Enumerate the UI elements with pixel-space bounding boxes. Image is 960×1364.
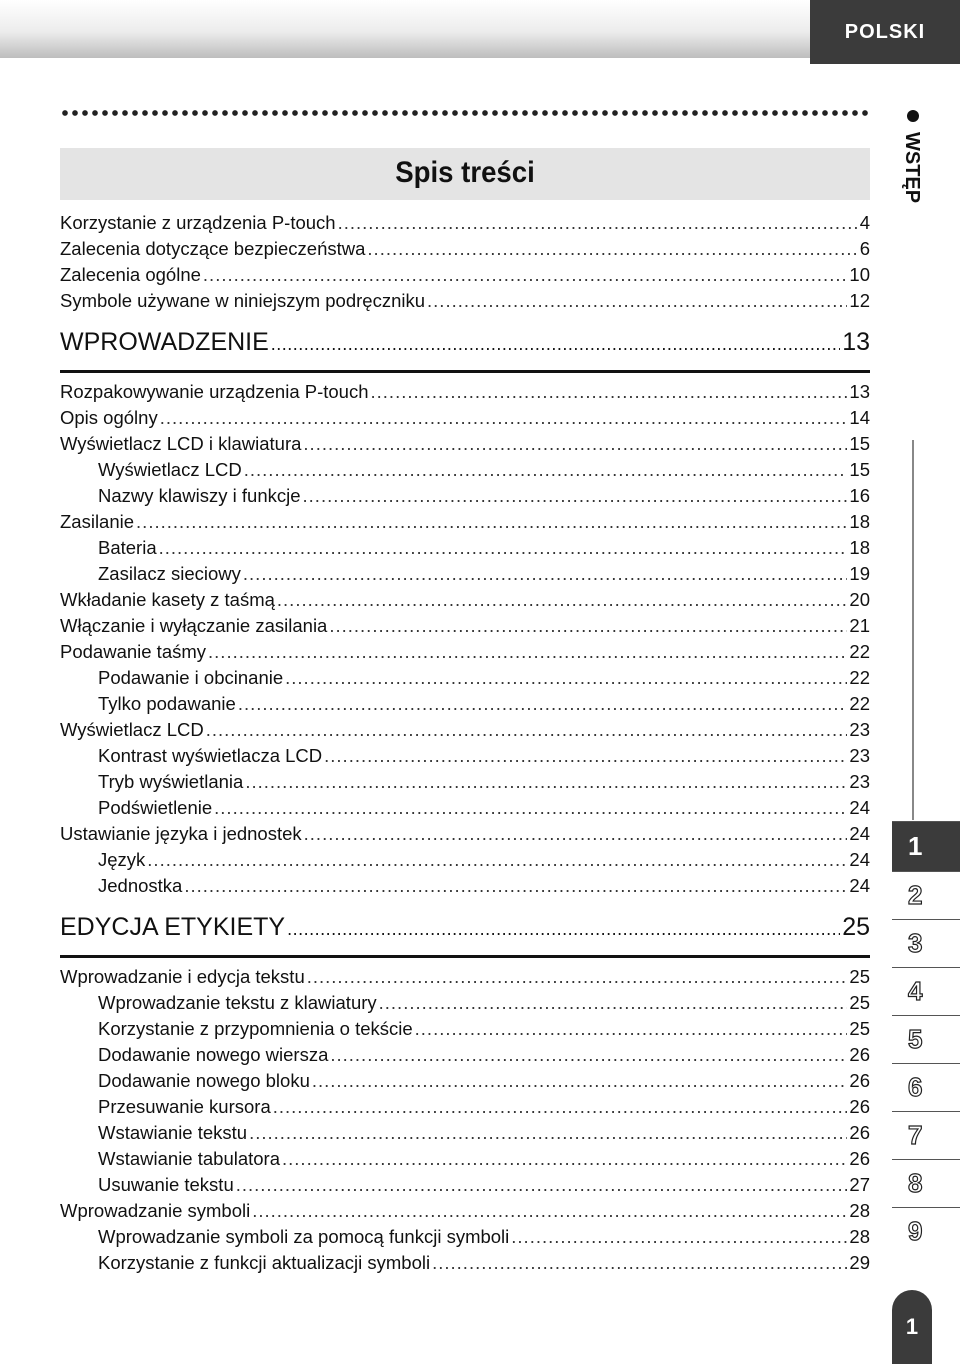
toc-entry[interactable] [60,693,870,719]
toc-entry-label: Przesuwanie kursora [98,1096,271,1117]
chapter-tab-9[interactable]: 9 [892,1207,960,1255]
toc-entry[interactable] [60,849,870,875]
toc-entry[interactable] [60,667,870,693]
toc-entry[interactable] [60,966,870,992]
toc-page-number: 25 [849,992,870,1013]
toc-entry[interactable] [60,290,870,316]
toc-entry-label: Opis ogólny [60,407,158,428]
toc-dot-leader [511,1226,847,1248]
toc-dot-leader [147,849,847,871]
toc-page-number: 22 [849,667,870,688]
toc-entry-label: Ustawianie języka i jednostek [60,823,302,844]
language-tab[interactable]: POLSKI [810,0,960,64]
toc-dot-leader [330,1044,847,1066]
toc-dot-leader [159,537,848,559]
page-title: Spis treści [395,156,535,189]
toc-dot-leader [236,1174,848,1196]
toc-entry-label: Wkładanie kasety z taśmą [60,589,275,610]
toc-entry-label: Język [98,849,146,870]
toc-page-number: 14 [849,407,870,428]
toc-dot-leader [214,797,847,819]
toc-page-number: 21 [849,615,870,636]
toc-page-number: 19 [849,563,870,584]
toc-dot-leader [184,875,847,897]
toc-entry-label: Włączanie i wyłączanie zasilania [60,615,328,636]
toc-dot-leader [415,1018,848,1040]
page-number-badge: 1 [892,1290,932,1364]
toc-page-number: 18 [849,511,870,532]
toc-entry-label: Zasilacz sieciowy [98,563,241,584]
chapter-tabs [892,821,960,1255]
toc-dot-leader [277,589,848,611]
toc-entry-label: Tylko podawanie [98,693,236,714]
toc-page-number: 28 [849,1200,870,1221]
toc-dot-leader [273,1096,848,1118]
toc-dot-leader [287,919,840,940]
toc-page-number: 26 [849,1044,870,1065]
toc-entry-label: Zalecenia ogólne [60,264,201,285]
toc-page-number: 15 [849,433,870,454]
toc-entry-label: Korzystanie z przypomnienia o tekście [98,1018,413,1039]
toc-dot-leader [303,433,847,455]
toc-page-number: 24 [849,875,870,896]
chapter-tab-2[interactable]: 2 [892,871,960,919]
toc-dot-leader [238,693,848,715]
toc-entry[interactable] [60,1122,870,1148]
toc-page-number: 25 [849,966,870,987]
toc-entry[interactable] [60,238,870,264]
toc-dot-leader [338,212,858,234]
toc-entry[interactable] [60,1148,870,1174]
toc-entry-label: Podawanie i obcinanie [98,667,284,688]
toc-page-number: 22 [849,641,870,662]
toc-dot-leader [252,1200,847,1222]
toc-entry-label: Wprowadzanie symboli [60,1200,251,1221]
toc-page-number: 15 [849,459,870,480]
toc-entry[interactable] [60,797,870,823]
dotted-rule [60,108,870,118]
toc-dot-leader [307,966,848,988]
toc-page-number: 28 [849,1226,870,1247]
toc-entry[interactable] [60,212,870,238]
toc-entry[interactable] [60,1252,870,1278]
toc-page-number: 24 [849,797,870,818]
toc-entry-label: Wstawianie tekstu [98,1122,248,1143]
toc-page-number: 25 [849,1018,870,1039]
toc-dot-leader [245,771,847,793]
toc-dot-leader [379,992,848,1014]
toc-page-number: 4 [859,212,870,233]
toc-entry[interactable] [60,992,870,1018]
toc-dot-leader [203,264,848,286]
toc-page-number: 13 [849,381,870,402]
toc-dot-leader [244,459,848,481]
toc-entry-label: Rozpakowywanie urządzenia P-touch [60,381,369,402]
toc-page-number: 24 [849,849,870,870]
toc-entry[interactable] [60,433,870,459]
toc-entry[interactable] [60,1070,870,1096]
toc-entry[interactable] [60,1096,870,1122]
side-divider [912,440,914,820]
toc-page-number: 27 [849,1174,870,1195]
toc-page-number: 29 [849,1252,870,1273]
chapter-tab-5[interactable]: 5 [892,1015,960,1063]
toc-entry[interactable] [60,563,870,589]
toc-entry-label: Kontrast wyświetlacza LCD [98,745,323,766]
toc-page-number: 16 [849,485,870,506]
table-of-contents [60,212,870,1278]
toc-dot-leader [371,381,848,403]
toc-dot-leader [285,667,847,689]
toc-entry[interactable] [60,459,870,485]
toc-dot-leader [432,1252,847,1274]
toc-entry[interactable] [60,641,870,667]
toc-page-number: 23 [849,745,870,766]
toc-page-number: 18 [849,537,870,558]
toc-entry-label: Wprowadzanie i edycja tekstu [60,966,305,987]
title-bar [60,148,870,200]
toc-dot-leader [271,334,840,355]
chapter-tab-6[interactable]: 6 [892,1063,960,1111]
toc-entry[interactable] [60,615,870,641]
toc-entry[interactable] [60,381,870,407]
chapter-tab-1[interactable]: 1 [892,821,960,871]
toc-entry-label: Wstawianie tabulatora [98,1148,281,1169]
chapter-tab-8[interactable]: 8 [892,1159,960,1207]
toc-entry-label: Zasilanie [60,511,135,532]
toc-entry-label: Wprowadzanie tekstu z klawiatury [98,992,377,1013]
toc-entry[interactable] [60,823,870,849]
toc-entry-label: Korzystanie z funkcji aktualizacji symboli [98,1252,431,1273]
toc-entry-label: Dodawanie nowego bloku [98,1070,310,1091]
toc-entry[interactable] [60,485,870,511]
toc-entry-label: Wyświetlacz LCD [98,459,242,480]
toc-dot-leader [427,290,847,312]
toc-dot-leader [367,238,857,260]
toc-entry[interactable] [60,771,870,797]
toc-entry[interactable] [60,745,870,771]
toc-entry[interactable] [60,1174,870,1200]
toc-entry-label: Symbole używane w niniejszym podręczniku [60,290,426,311]
toc-section-heading[interactable] [60,328,870,373]
toc-entry[interactable] [60,1044,870,1070]
toc-dot-leader [136,511,847,533]
toc-page-number: 26 [849,1148,870,1169]
toc-entry-label: Wyświetlacz LCD i klawiatura [60,433,302,454]
toc-page-number: 6 [859,238,870,259]
toc-dot-leader [303,485,848,507]
toc-page-number: 10 [849,264,870,285]
header-band [0,0,810,58]
toc-entry[interactable] [60,1200,870,1226]
toc-entry[interactable] [60,264,870,290]
toc-page-number: 26 [849,1096,870,1117]
toc-entry-label: Podawanie taśmy [60,641,207,662]
toc-dot-leader [160,407,848,429]
toc-page-number: 12 [849,290,870,311]
toc-entry[interactable] [60,589,870,615]
toc-page-number: 23 [849,719,870,740]
chapter-tab-4[interactable]: 4 [892,967,960,1015]
toc-dot-leader [312,1070,848,1092]
toc-entry-label: Tryb wyświetlania [98,771,244,792]
toc-dot-leader [243,563,848,585]
toc-dot-leader [208,641,847,663]
toc-entry[interactable] [60,719,870,745]
toc-entry[interactable] [60,1226,870,1252]
toc-page-number: 25 [842,913,870,941]
toc-entry[interactable] [60,875,870,901]
toc-dot-leader [304,823,848,845]
toc-entry-label: Korzystanie z urządzenia P-touch [60,212,336,233]
toc-entry-label: Zalecenia dotyczące bezpieczeństwa [60,238,366,259]
toc-page-number: 13 [842,328,870,356]
toc-page-number: 20 [849,589,870,610]
toc-entry[interactable] [60,407,870,433]
toc-section-heading[interactable] [60,913,870,958]
toc-dot-leader [329,615,847,637]
toc-entry-label: WPROWADZENIE [60,328,269,356]
chapter-tab-7[interactable]: 7 [892,1111,960,1159]
side-section-label: WSTĘP [901,132,923,204]
toc-entry-label: Jednostka [98,875,183,896]
toc-entry[interactable] [60,537,870,563]
toc-entry-label: Dodawanie nowego wiersza [98,1044,329,1065]
toc-entry-label: Wyświetlacz LCD [60,719,204,740]
toc-entry-label: Podświetlenie [98,797,213,818]
toc-dot-leader [249,1122,847,1144]
toc-page-number: 22 [849,693,870,714]
toc-entry-label: Bateria [98,537,157,558]
toc-entry[interactable] [60,1018,870,1044]
toc-entry[interactable] [60,511,870,537]
toc-dot-leader [324,745,847,767]
toc-page-number: 26 [849,1122,870,1143]
toc-entry-label: EDYCJA ETYKIETY [60,913,286,941]
chapter-tab-3[interactable]: 3 [892,919,960,967]
toc-page-number: 26 [849,1070,870,1091]
toc-dot-leader [206,719,848,741]
toc-entry-label: Nazwy klawiszy i funkcje [98,485,301,506]
toc-dot-leader [282,1148,847,1170]
toc-page-number: 24 [849,823,870,844]
toc-entry-label: Wprowadzanie symboli za pomocą funkcji symboli [98,1226,510,1247]
toc-entry-label: Usuwanie tekstu [98,1174,234,1195]
section-bullet-icon [907,110,919,122]
toc-page-number: 23 [849,771,870,792]
